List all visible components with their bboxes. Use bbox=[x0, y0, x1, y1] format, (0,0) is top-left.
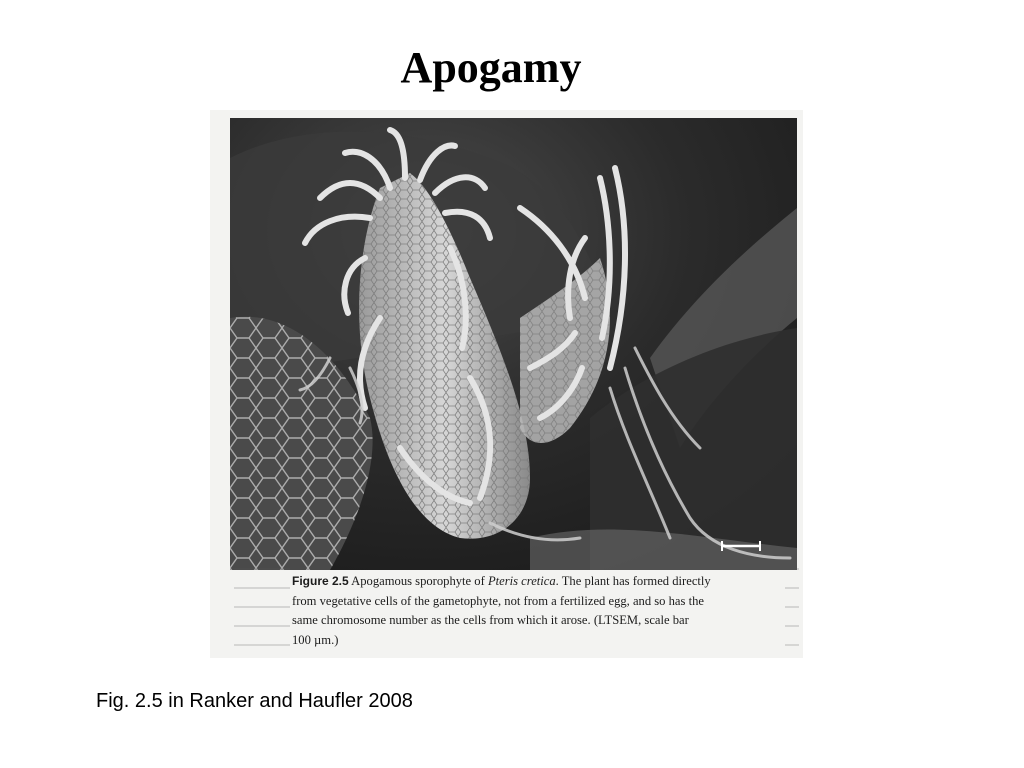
bleed-through-text-left bbox=[234, 568, 290, 658]
source-credit: Fig. 2.5 in Ranker and Haufler 2008 bbox=[96, 690, 413, 712]
caption-line-3: same chromosome number as the cells from which it arose. (LTSEM, scale bar bbox=[292, 613, 689, 627]
species-name: Pteris cretica bbox=[487, 574, 556, 588]
figure-scan bbox=[210, 110, 803, 658]
sem-micrograph bbox=[230, 118, 797, 570]
figure-caption bbox=[292, 572, 792, 650]
caption-line-2: from vegetative cells of the gametophyte, not from a fertilized egg, and so has the bbox=[292, 593, 704, 608]
caption-figure-label: Figure 2.5 bbox=[292, 574, 349, 588]
caption-line-1 bbox=[292, 572, 792, 592]
slide-title: Apogamy bbox=[400, 43, 582, 92]
sem-micrograph-drawing bbox=[230, 118, 797, 570]
caption-text: . The plant has formed directly bbox=[555, 574, 711, 588]
caption-text: Apogamous sporophyte of bbox=[351, 574, 488, 588]
caption-line-4: 100 µm.) bbox=[292, 632, 339, 647]
